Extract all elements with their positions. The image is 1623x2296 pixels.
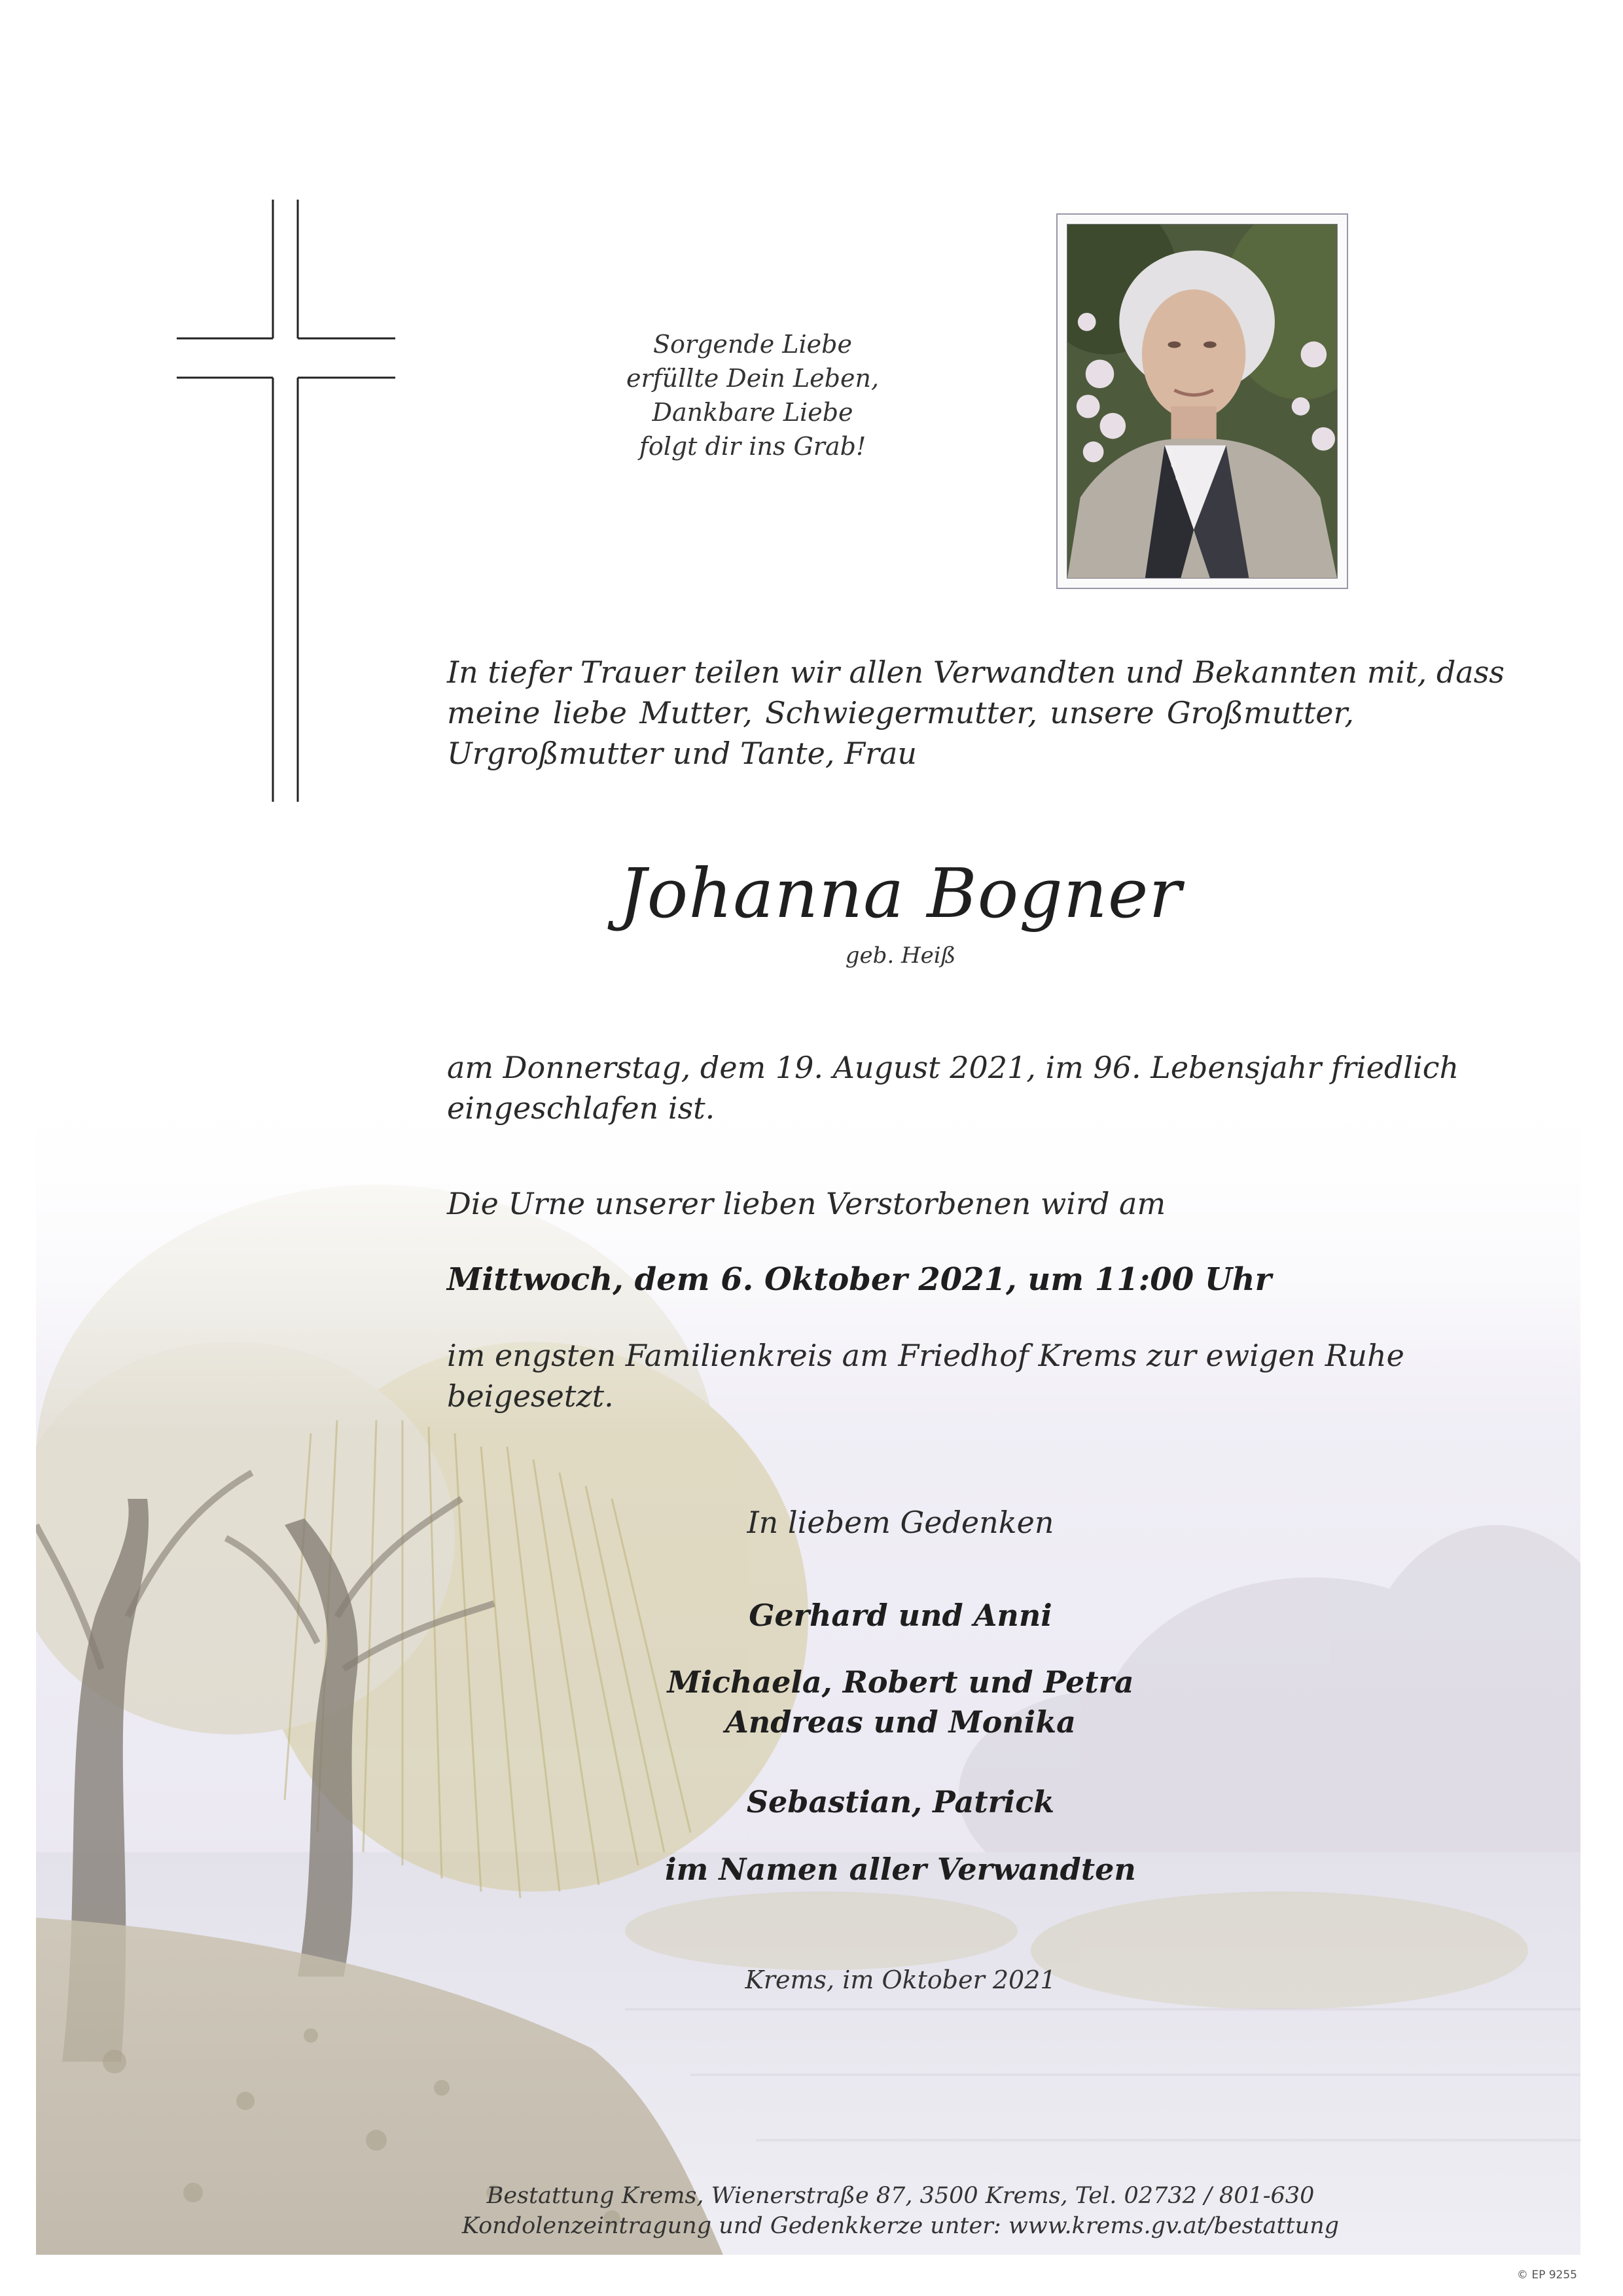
death-line: am Donnerstag, dem 19. August 2021, im 96. Lebensjahr friedlich bbox=[447, 1050, 1459, 1085]
urn-text: Die Urne unserer lieben Verstorbenen wird am bbox=[447, 1186, 1166, 1221]
announcement-intro bbox=[447, 652, 1505, 774]
maiden-name: geb. Heiß bbox=[845, 942, 956, 969]
motto-verse bbox=[563, 327, 942, 463]
intro-line: Urgroßmutter und Tante, Frau bbox=[447, 736, 918, 771]
print-code: © EP 9255 bbox=[1516, 2269, 1577, 2282]
portrait-frame bbox=[1056, 213, 1348, 589]
portrait-photo bbox=[1067, 224, 1338, 579]
cross-icon bbox=[177, 200, 399, 802]
footer-address: Bestattung Krems, Wienerstraße 87, 3500 Krems, Tel. 02732 / 801-630 bbox=[486, 2183, 1315, 2209]
mourner-line: Andreas und Monika bbox=[725, 1704, 1076, 1740]
funeral-date: Mittwoch, dem 6. Oktober 2021, um 11:00 Uhr bbox=[447, 1261, 1272, 1298]
footer-website: Kondolenzeintragung und Gedenkkerze unter: www.krems.gv.at/bestattung bbox=[461, 2213, 1340, 2239]
intro-line: meine liebe Mutter, Schwiegermutter, unsere Großmutter, bbox=[447, 695, 1354, 730]
mourner-line: Michaela, Robert und Petra bbox=[667, 1664, 1134, 1700]
deceased-name: Johanna Bogner bbox=[618, 853, 1183, 933]
mourner-line: im Namen aller Verwandten bbox=[665, 1852, 1136, 1887]
motto-line: folgt dir ins Grab! bbox=[639, 432, 866, 461]
burial-line: im engsten Familienkreis am Friedhof Krems zur ewigen Ruhe bbox=[447, 1338, 1404, 1373]
death-notice bbox=[447, 1047, 1459, 1128]
funeral-home-footer bbox=[447, 2181, 1354, 2241]
death-line: eingeschlafen ist. bbox=[447, 1090, 715, 1126]
burial-text bbox=[447, 1335, 1404, 1416]
motto-line: erfüllte Dein Leben, bbox=[626, 364, 880, 393]
intro-line: In tiefer Trauer teilen wir allen Verwandten und Bekannten mit, dass bbox=[447, 655, 1505, 690]
motto-line: Sorgende Liebe bbox=[653, 330, 852, 359]
mourner-line: Gerhard und Anni bbox=[749, 1598, 1052, 1633]
burial-line: beigesetzt. bbox=[447, 1378, 614, 1414]
mourner-line: Sebastian, Patrick bbox=[746, 1784, 1055, 1820]
place-date: Krems, im Oktober 2021 bbox=[745, 1965, 1056, 1994]
memory-heading: In liebem Gedenken bbox=[747, 1505, 1054, 1540]
motto-line: Dankbare Liebe bbox=[652, 398, 853, 427]
